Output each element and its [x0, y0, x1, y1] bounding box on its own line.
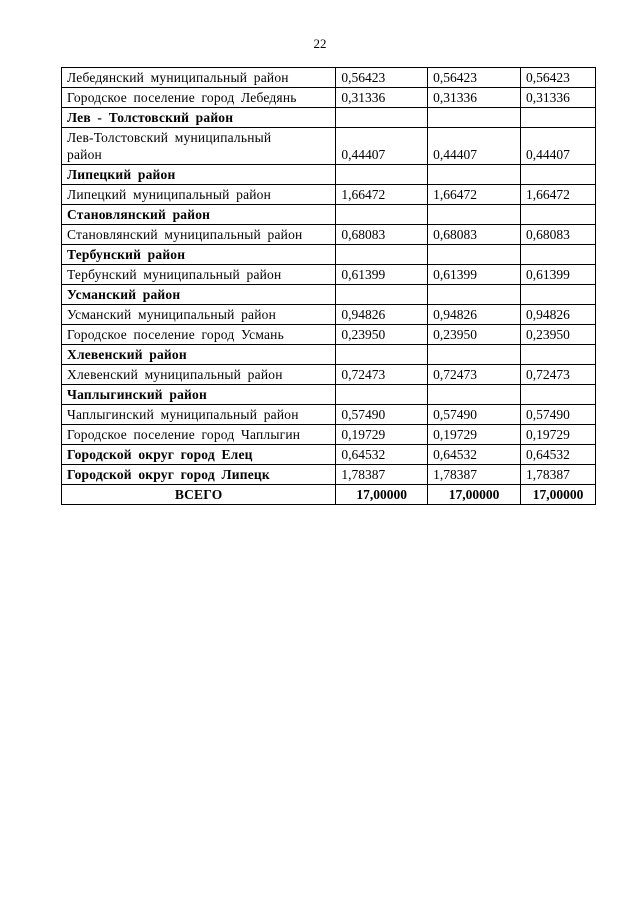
row-value-2: [428, 345, 521, 365]
row-value-3: 1,78387: [521, 465, 596, 485]
district-heading: Чаплыгинский район: [62, 385, 336, 405]
row-name: Городское поселение город Чаплыгин: [62, 425, 336, 445]
row-name-line-2: район: [67, 147, 102, 162]
row-value-1: [336, 165, 428, 185]
row-value-3: [521, 245, 596, 265]
row-value-2: 0,68083: [428, 225, 521, 245]
row-value-2: [428, 165, 521, 185]
total-value-3: 17,00000: [521, 485, 596, 505]
row-value-3: 1,66472: [521, 185, 596, 205]
row-value-1: [336, 245, 428, 265]
row-value-2: 0,44407: [428, 128, 521, 165]
row-name-line-1: Лев-Толстовский муниципальный: [67, 130, 272, 145]
district-heading: Лев - Толстовский район: [62, 108, 336, 128]
district-heading-row: [62, 385, 596, 405]
table-row: [62, 365, 596, 385]
table-row: [62, 425, 596, 445]
table-row: [62, 68, 596, 88]
row-value-3: [521, 165, 596, 185]
district-heading-row: [62, 245, 596, 265]
row-name: Городской округ город Елец: [62, 445, 336, 465]
row-value-3: 0,94826: [521, 305, 596, 325]
row-value-2: 1,78387: [428, 465, 521, 485]
row-value-1: 0,57490: [336, 405, 428, 425]
row-value-3: [521, 285, 596, 305]
row-value-1: [336, 108, 428, 128]
row-value-1: 0,61399: [336, 265, 428, 285]
row-value-2: [428, 285, 521, 305]
row-value-2: 1,66472: [428, 185, 521, 205]
row-value-3: 0,72473: [521, 365, 596, 385]
row-value-1: 0,31336: [336, 88, 428, 108]
row-name: Лебедянский муниципальный район: [62, 68, 336, 88]
allocation-table: [61, 67, 596, 505]
row-value-3: 0,44407: [521, 128, 596, 165]
row-value-2: [428, 245, 521, 265]
row-value-3: 0,57490: [521, 405, 596, 425]
row-value-1: 0,19729: [336, 425, 428, 445]
row-name: Хлевенский муниципальный район: [62, 365, 336, 385]
row-value-3: 0,23950: [521, 325, 596, 345]
district-heading-row: [62, 345, 596, 365]
district-heading-row: [62, 285, 596, 305]
district-heading: Становлянский район: [62, 205, 336, 225]
row-name: Чаплыгинский муниципальный район: [62, 405, 336, 425]
row-value-3: 0,61399: [521, 265, 596, 285]
row-value-3: 0,68083: [521, 225, 596, 245]
row-value-3: [521, 205, 596, 225]
row-name: [62, 128, 336, 165]
row-value-2: 0,57490: [428, 405, 521, 425]
row-value-3: [521, 385, 596, 405]
row-name: Городской округ город Липецк: [62, 465, 336, 485]
table-row: [62, 88, 596, 108]
row-value-1: 0,44407: [336, 128, 428, 165]
row-value-3: [521, 108, 596, 128]
row-value-1: 1,66472: [336, 185, 428, 205]
table-row: [62, 405, 596, 425]
row-name: Становлянский муниципальный район: [62, 225, 336, 245]
total-value-2: 17,00000: [428, 485, 521, 505]
row-value-2: 0,23950: [428, 325, 521, 345]
row-value-1: [336, 205, 428, 225]
row-value-3: 0,56423: [521, 68, 596, 88]
table-row: [62, 325, 596, 345]
row-name: Городское поселение город Усмань: [62, 325, 336, 345]
row-value-2: [428, 205, 521, 225]
district-heading-row: [62, 108, 596, 128]
page-number: 22: [313, 36, 327, 51]
district-heading: Тербунский район: [62, 245, 336, 265]
row-value-3: 0,31336: [521, 88, 596, 108]
row-value-2: 0,31336: [428, 88, 521, 108]
row-value-1: 0,23950: [336, 325, 428, 345]
table-row: [62, 265, 596, 285]
district-heading-row: [62, 205, 596, 225]
row-value-2: [428, 385, 521, 405]
row-value-1: [336, 285, 428, 305]
total-value-1: 17,00000: [336, 485, 428, 505]
row-name: Липецкий муниципальный район: [62, 185, 336, 205]
row-value-3: 0,64532: [521, 445, 596, 465]
district-heading: Хлевенский район: [62, 345, 336, 365]
row-value-1: 0,64532: [336, 445, 428, 465]
row-value-1: 1,78387: [336, 465, 428, 485]
district-heading: Липецкий район: [62, 165, 336, 185]
row-value-1: 0,56423: [336, 68, 428, 88]
row-value-1: 0,72473: [336, 365, 428, 385]
district-heading-row: [62, 165, 596, 185]
row-name: Тербунский муниципальный район: [62, 265, 336, 285]
row-value-2: 0,72473: [428, 365, 521, 385]
row-value-3: 0,19729: [521, 425, 596, 445]
row-value-1: 0,94826: [336, 305, 428, 325]
row-name: Усманский муниципальный район: [62, 305, 336, 325]
row-value-1: [336, 345, 428, 365]
row-value-1: [336, 385, 428, 405]
row-name: Городское поселение город Лебедянь: [62, 88, 336, 108]
row-value-2: 0,19729: [428, 425, 521, 445]
row-value-2: 0,64532: [428, 445, 521, 465]
city-district-row: [62, 445, 596, 465]
table-row: [62, 185, 596, 205]
row-value-1: 0,68083: [336, 225, 428, 245]
row-value-2: 0,56423: [428, 68, 521, 88]
table-row: [62, 305, 596, 325]
row-value-2: 0,61399: [428, 265, 521, 285]
total-label: ВСЕГО: [62, 485, 336, 505]
city-district-row: [62, 465, 596, 485]
district-heading: Усманский район: [62, 285, 336, 305]
table-row: [62, 225, 596, 245]
total-row: [62, 485, 596, 505]
row-value-2: 0,94826: [428, 305, 521, 325]
row-value-3: [521, 345, 596, 365]
table-row: [62, 128, 596, 165]
row-value-2: [428, 108, 521, 128]
